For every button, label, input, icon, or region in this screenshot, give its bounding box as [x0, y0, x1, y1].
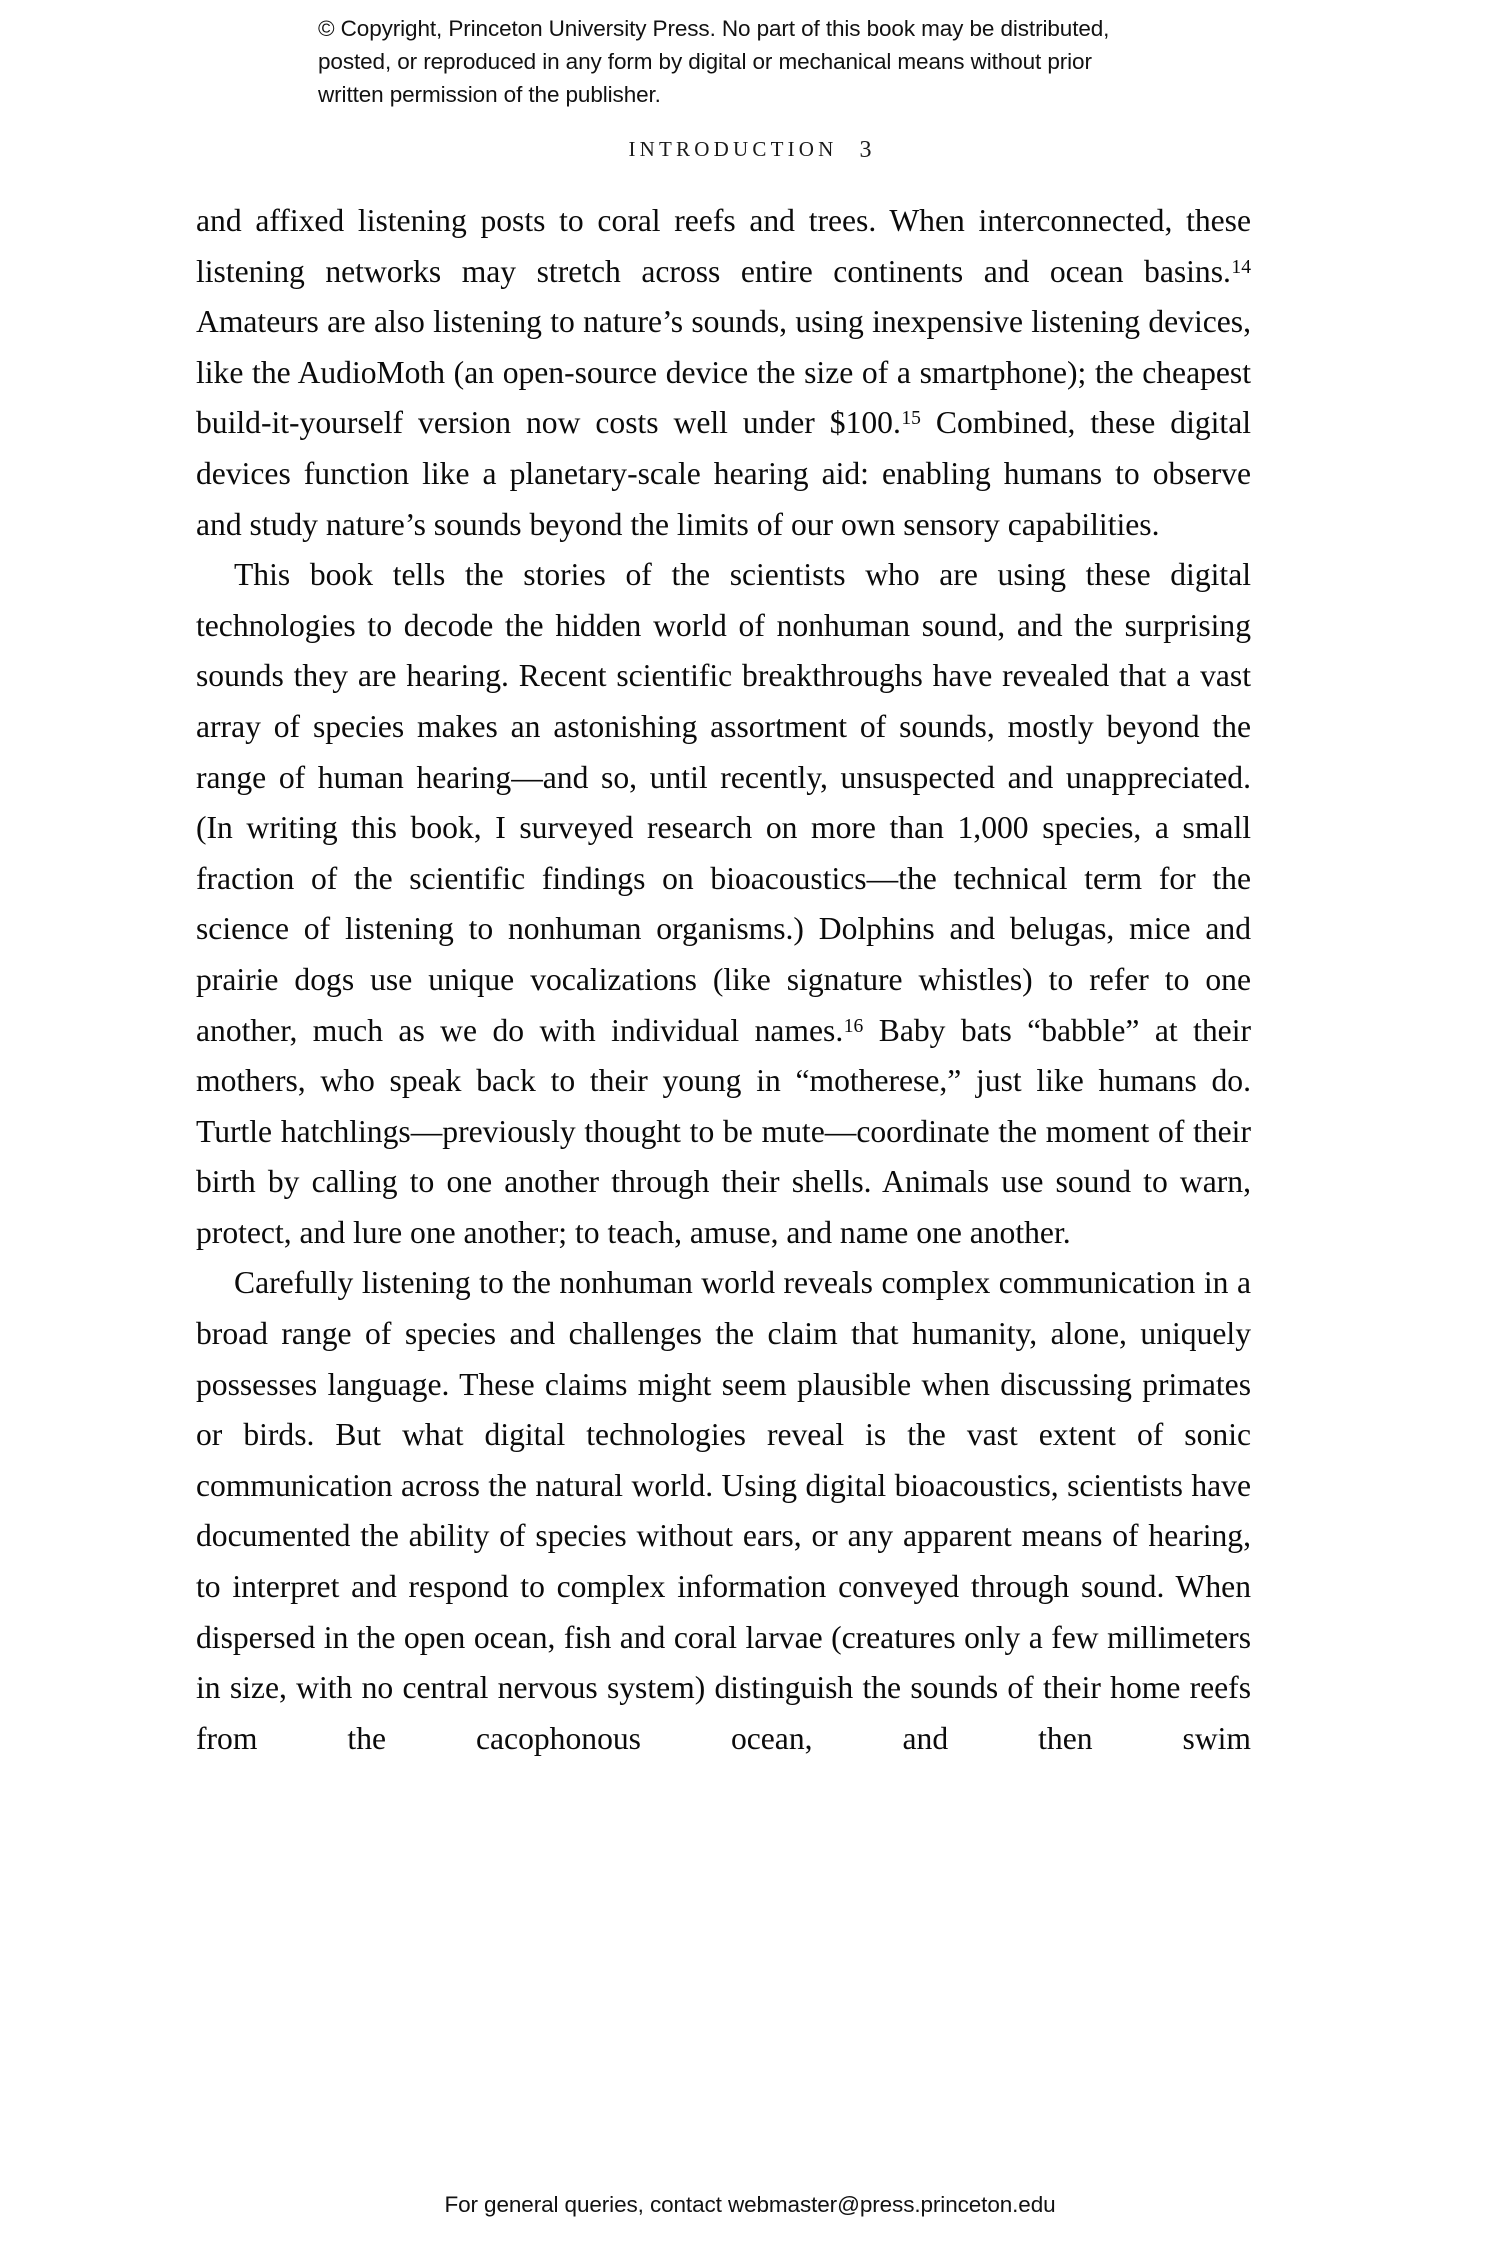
- page-number: 3: [859, 137, 872, 163]
- body-paragraph: [196, 1258, 1251, 1815]
- paragraph-text: This book tells the stories of the scientists who are using these digital technologies to decode the hidden world of nonhuman sound, and the surprising sounds they are hearing. Recent scientific breakthroughs have revealed that a vast array of species makes an astonishing assortment of sounds, mostly beyond the range of human hearing—and so, until recently, unsuspected and unappreciated. (In writing this book, I surveyed research on more than 1,000 species, a small fraction of the scientific findings on bioacoustics—the technical term for the science of listening to nonhuman organisms.) Dolphins and belugas, mice and prairie dogs use unique vocalizations (like signature whistles) to refer to one another, much as we do with individual names.: [196, 557, 1251, 1048]
- page-footer: For general queries, contact webmaster@press.princeton.edu: [444, 2192, 1056, 2217]
- body-paragraph: [196, 550, 1251, 1258]
- running-head: [0, 136, 1500, 163]
- paragraph-text: and affixed listening posts to coral reefs and trees. When interconnected, these listening networks may stretch across entire continents and ocean basins.: [196, 203, 1251, 289]
- running-head-title: INTRODUCTION: [628, 137, 838, 161]
- paragraph-text: Combined, these digital devices function like a planetary-scale hearing aid: enabling humans to observe and study nature’s sounds beyond the limits of our own sensory capabilities.: [196, 405, 1251, 542]
- paragraph-text: Amateurs are also listening to nature’s sounds, using inexpensive listening devices, like the AudioMoth (an open-source device the size of a smartphone); the cheapest build-it-yourself version now costs well under $100.: [196, 304, 1251, 441]
- body-paragraph: [196, 196, 1251, 550]
- body-text-block: [196, 196, 1251, 1815]
- footnote-reference[interactable]: 14: [1231, 256, 1251, 278]
- paragraph-text: Baby bats “babble” at their mothers, who speak back to their young in “motherese,” just like humans do. Turtle hatchlings—previously thought to be mute—coordinate the moment of their birth by calling to one another through their shells. Animals use sound to warn, protect, and lure one another; to teach, amuse, and name one another.: [196, 1012, 1252, 1250]
- footnote-reference[interactable]: 16: [843, 1015, 864, 1037]
- footnote-reference[interactable]: 15: [901, 408, 921, 430]
- copyright-notice: © Copyright, Princeton University Press. No part of this book may be distributed, posted, or reproduced in any form by digital or mechanical means without prior written permission of the publisher.: [318, 16, 1110, 107]
- paragraph-text: Carefully listening to the nonhuman world reveals complex communication in a broad range of species and challenges the claim that humanity, alone, uniquely possesses language. These claims might seem plausible when discussing primates or birds. But what digital technologies reveal is the vast extent of sonic communication across the natural world. Using digital bioacoustics, scientists have documented the ability of species without ears, or any apparent means of hearing, to interpret and respond to complex information conveyed through sound. When dispersed in the open ocean, fish and coral larvae (creatures only a few millimeters in size, with no central nervous system) distinguish the sounds of their home reefs from the cacophonous ocean, and then swim: [196, 1265, 1251, 1756]
